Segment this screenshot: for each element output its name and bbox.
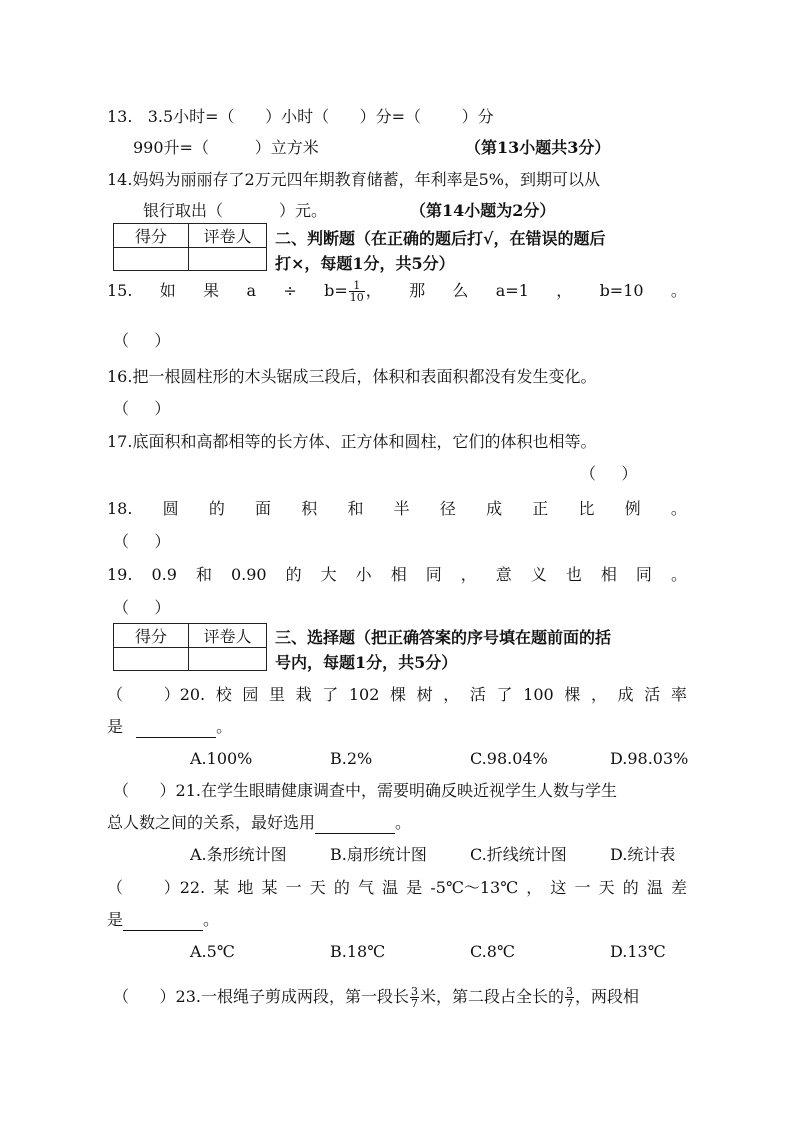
q22-number: （ ）22. xyxy=(107,878,206,897)
q15-number: 15. xyxy=(107,281,133,300)
grader-cell[interactable] xyxy=(189,248,267,271)
score-header: 得分 xyxy=(114,624,189,648)
q13-line1: 13. 3.5小时=（ ）小时（ ）分=（ ）分 xyxy=(107,107,494,126)
q19-answer-paren[interactable]: （ ） xyxy=(113,598,171,617)
score-table xyxy=(113,623,267,671)
grader-header: 评卷人 xyxy=(189,624,267,648)
q15-char: 那 xyxy=(409,281,426,300)
q15-char: ÷ xyxy=(283,281,297,300)
q17-answer-paren[interactable]: （ ） xyxy=(580,464,638,483)
q20-option-a[interactable]: A.100% xyxy=(190,749,253,768)
q15-char: a xyxy=(246,281,257,300)
q20-line1: （ ）20. 校 园 里 栽 了 102 棵 树 ， 活 了 100 棵 ， 成 活 率 xyxy=(107,685,687,704)
q21-option-a[interactable]: A.条形统计图 xyxy=(190,845,287,864)
q20-number: （ ）20. xyxy=(107,685,206,704)
q15-char: ， xyxy=(556,281,573,300)
q15-line xyxy=(107,280,687,303)
q21-option-c[interactable]: C.折线统计图 xyxy=(470,845,567,864)
q23-fraction-length: $\frac{3}{7}$ xyxy=(410,985,418,1010)
q18-line: 18. 圆 的 面 积 和 半 径 成 正 比 例 。 xyxy=(107,499,687,518)
q22-option-c[interactable]: C.8℃ xyxy=(470,942,515,961)
q21-answer-blank[interactable] xyxy=(315,815,395,834)
q22-line1: （ ）22. 某 地 某 一 天 的 气 温 是 -5℃～13℃ ， 这 一 天 的 温 差 xyxy=(107,878,687,897)
score-header: 得分 xyxy=(114,224,189,248)
section2-heading-line1: 二、判断题（在正确的题后打√，在错误的题后 xyxy=(275,229,606,248)
q15-char: a=1 xyxy=(495,281,529,300)
q22-option-b[interactable]: B.18℃ xyxy=(330,942,386,961)
q21-option-b[interactable]: B.扇形统计图 xyxy=(330,845,427,864)
q15-char: 么 xyxy=(452,281,469,300)
q22-answer-blank[interactable] xyxy=(123,912,203,931)
q22-option-d[interactable]: D.13℃ xyxy=(610,942,666,961)
q20-option-c[interactable]: C.98.04% xyxy=(470,749,548,768)
q16-text: 16.把一根圆柱形的木头锯成三段后，体积和表面积都没有发生变化。 xyxy=(107,367,597,386)
q13-score-note: （第13小题共3分） xyxy=(465,138,611,157)
score-cell[interactable] xyxy=(114,648,189,671)
q16-answer-paren[interactable]: （ ） xyxy=(113,399,171,418)
q18-number: 18. xyxy=(107,499,133,518)
q23-fraction-share: $\frac{3}{7}$ xyxy=(565,985,573,1010)
q15-char: 果 xyxy=(203,281,220,300)
section3-heading-line2: 号内，每题1分，共5分） xyxy=(275,653,458,672)
q17-text: 17.底面积和高都相等的长方体、正方体和圆柱，它们的体积也相等。 xyxy=(107,432,597,451)
q20-answer-blank[interactable] xyxy=(136,719,216,738)
q15-answer-paren[interactable]: （ ） xyxy=(113,331,171,350)
q22-option-a[interactable]: A.5℃ xyxy=(190,942,235,961)
q15-fraction: $\frac{1}{10}$ xyxy=(349,279,364,304)
section2-heading-line2: 打×，每题1分，共5分） xyxy=(275,254,455,273)
q19-number: 19. xyxy=(107,565,133,584)
q19-line: 19. 0.9 和 0.90 的 大 小 相 同 ， 意 义 也 相 同 。 xyxy=(107,565,687,584)
q13-line2: 990升=（ ）立方米 xyxy=(133,138,319,157)
q14-line1: 14.妈妈为丽丽存了2万元四年期教育储蓄，年利率是5%，到期可以从 xyxy=(107,170,601,189)
q15-char: b=10 xyxy=(599,281,644,300)
q23-line1: （ ）23.一根绳子剪成两段，第一段长 $\frac{3}{7}$ 米，第二段占全长的 $\frac{3}{7}$ ，两段相 xyxy=(113,985,639,1010)
q21-line2: 总人数之间的关系，最好选用 。 xyxy=(107,813,412,832)
grader-cell[interactable] xyxy=(189,648,267,671)
q15-char: 如 xyxy=(159,281,176,300)
q21-option-d[interactable]: D.统计表 xyxy=(610,845,676,864)
q20-line2: 是 。 xyxy=(107,717,233,736)
q22-line2: 是 。 xyxy=(107,910,220,929)
score-cell[interactable] xyxy=(114,248,189,271)
q18-answer-paren[interactable]: （ ） xyxy=(113,532,171,551)
q20-option-d[interactable]: D.98.03% xyxy=(610,749,689,768)
grader-header: 评卷人 xyxy=(189,224,267,248)
score-table xyxy=(113,223,267,271)
section3-heading-line1: 三、选择题（把正确答案的序号填在题前面的括 xyxy=(275,628,612,647)
q15-b-expr: b= $\frac{1}{10}$ ， xyxy=(324,279,382,304)
q14-line2: 银行取出（ ）元。 xyxy=(143,201,327,220)
q21-line1: （ ）21.在学生眼睛健康调查中，需要明确反映近视学生人数与学生 xyxy=(113,781,617,800)
q15-char: 。 xyxy=(670,281,687,300)
q20-option-b[interactable]: B.2% xyxy=(330,749,373,768)
q14-score-note: （第14小题为2分） xyxy=(410,201,556,220)
